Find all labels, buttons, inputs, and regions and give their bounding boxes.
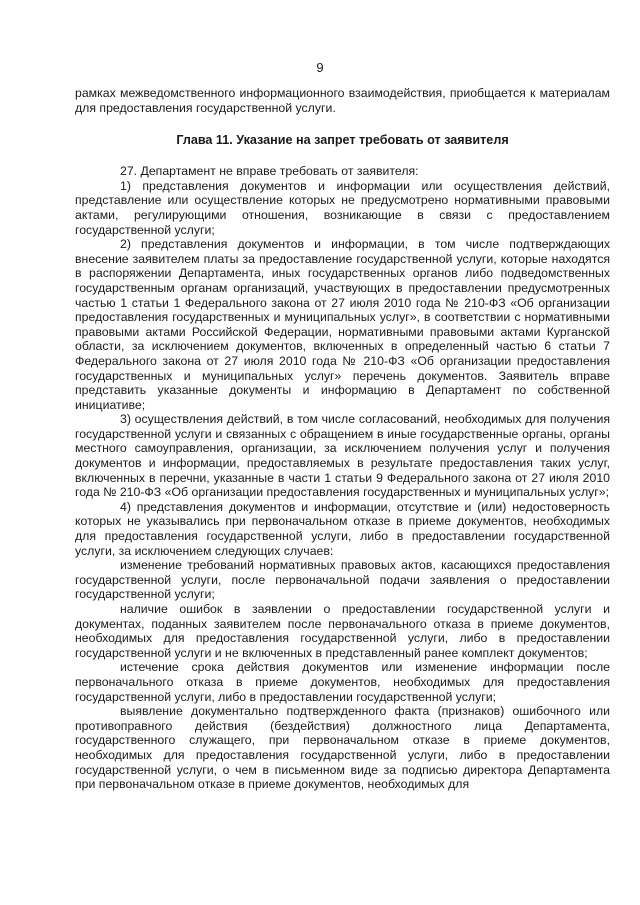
paragraph-case-expiry: истечение срока действия документов или изменение информации после первоначального отказа в приеме документов, необходимых для предоставления государственной услуги, либо в предоставлении государственной услуги; [75, 660, 610, 704]
paragraph-case-unlawful-action: выявление документально подтвержденного факта (признаков) ошибочного или противоправного действия (бездействия) должностного лица Департамента, государственного служащего, при первоначальном отказе в приеме документов, необходимых для предоставления государственной услуги, либо в предоставлении государственной услуги, о чем в письменном виде за подписью директора Департамента при первоначальном отказе в приеме документов, необходимых для [75, 704, 610, 792]
document-body [75, 86, 610, 792]
paragraph-case-errors: наличие ошибок в заявлении о предоставлении государственной услуги и документах, поданных заявителем после первоначального отказа в приеме документов, необходимых для предоставления государственной услуги, либо в предоставлении государственной услуги и не включенных в представленный ранее комплект документов; [75, 602, 610, 660]
intro-paragraph: рамках межведомственного информационного взаимодействия, приобщается к материалам для предоставления государственной услуги. [75, 86, 610, 115]
paragraph-item-1: 1) представления документов и информации или осуществления действий, представление или осуществление которых не предусмотрено нормативными правовыми актами, регулирующими отношения, возникающие в связи с предоставлением государственной услуги; [75, 178, 610, 237]
paragraph-item-2: 2) представления документов и информации, в том числе подтверждающих внесение заявителем платы за предоставление государственной услуги, которые находятся в распоряжении Департамента, иных государственных органов либо подведомственных государственным органам организаций, участвующих в предоставлении предусмотренных частью 1 статьи 1 Федерального закона от 27 июля 2010 года № 210-ФЗ «Об организации предоставления государственных и муниципальных услуг», в соответствии с нормативными правовыми актами Российской Федерации, нормативными правовыми актами Курганской области, за исключением документов, включенных в определенный частью 6 статьи 7 Федерального закона от 27 июля 2010 года № 210-ФЗ «Об организации предоставления государственных и муниципальных услуг» перечень документов. Заявитель вправе представить указанные документы и информацию в Департамент по собственной инициативе; [75, 237, 610, 412]
page-number: 9 [316, 60, 324, 75]
paragraph-case-requirements-change: изменение требований нормативных правовых актов, касающихся предоставления государственной услуги, после первоначальной подачи заявления о предоставлении государственной услуги; [75, 558, 610, 602]
paragraph-item-3: 3) осуществления действий, в том числе согласований, необходимых для получения государственной услуги и связанных с обращением в иные государственные органы, органы местного самоуправления, организации, за исключением получения услуг и получения документов и информации, предоставляемых в результате предоставления таких услуг, включенных в перечни, указанные в части 1 статьи 9 Федерального закона от 27 июля 2010 года № 210-ФЗ «Об организации предоставления государственных и муниципальных услуг»; [75, 412, 610, 500]
chapter-title: Глава 11. Указание на запрет требовать от заявителя [176, 133, 509, 148]
paragraph-27: 27. Департамент не вправе требовать от заявителя: [120, 164, 419, 179]
paragraph-item-4: 4) представления документов и информации, отсутствие и (или) недостоверность которых не указывались при первоначальном отказе в приеме документов, необходимых для предоставления государственной услуги, либо в предоставлении государственной услуги, за исключением следующих случаев: [75, 499, 610, 558]
